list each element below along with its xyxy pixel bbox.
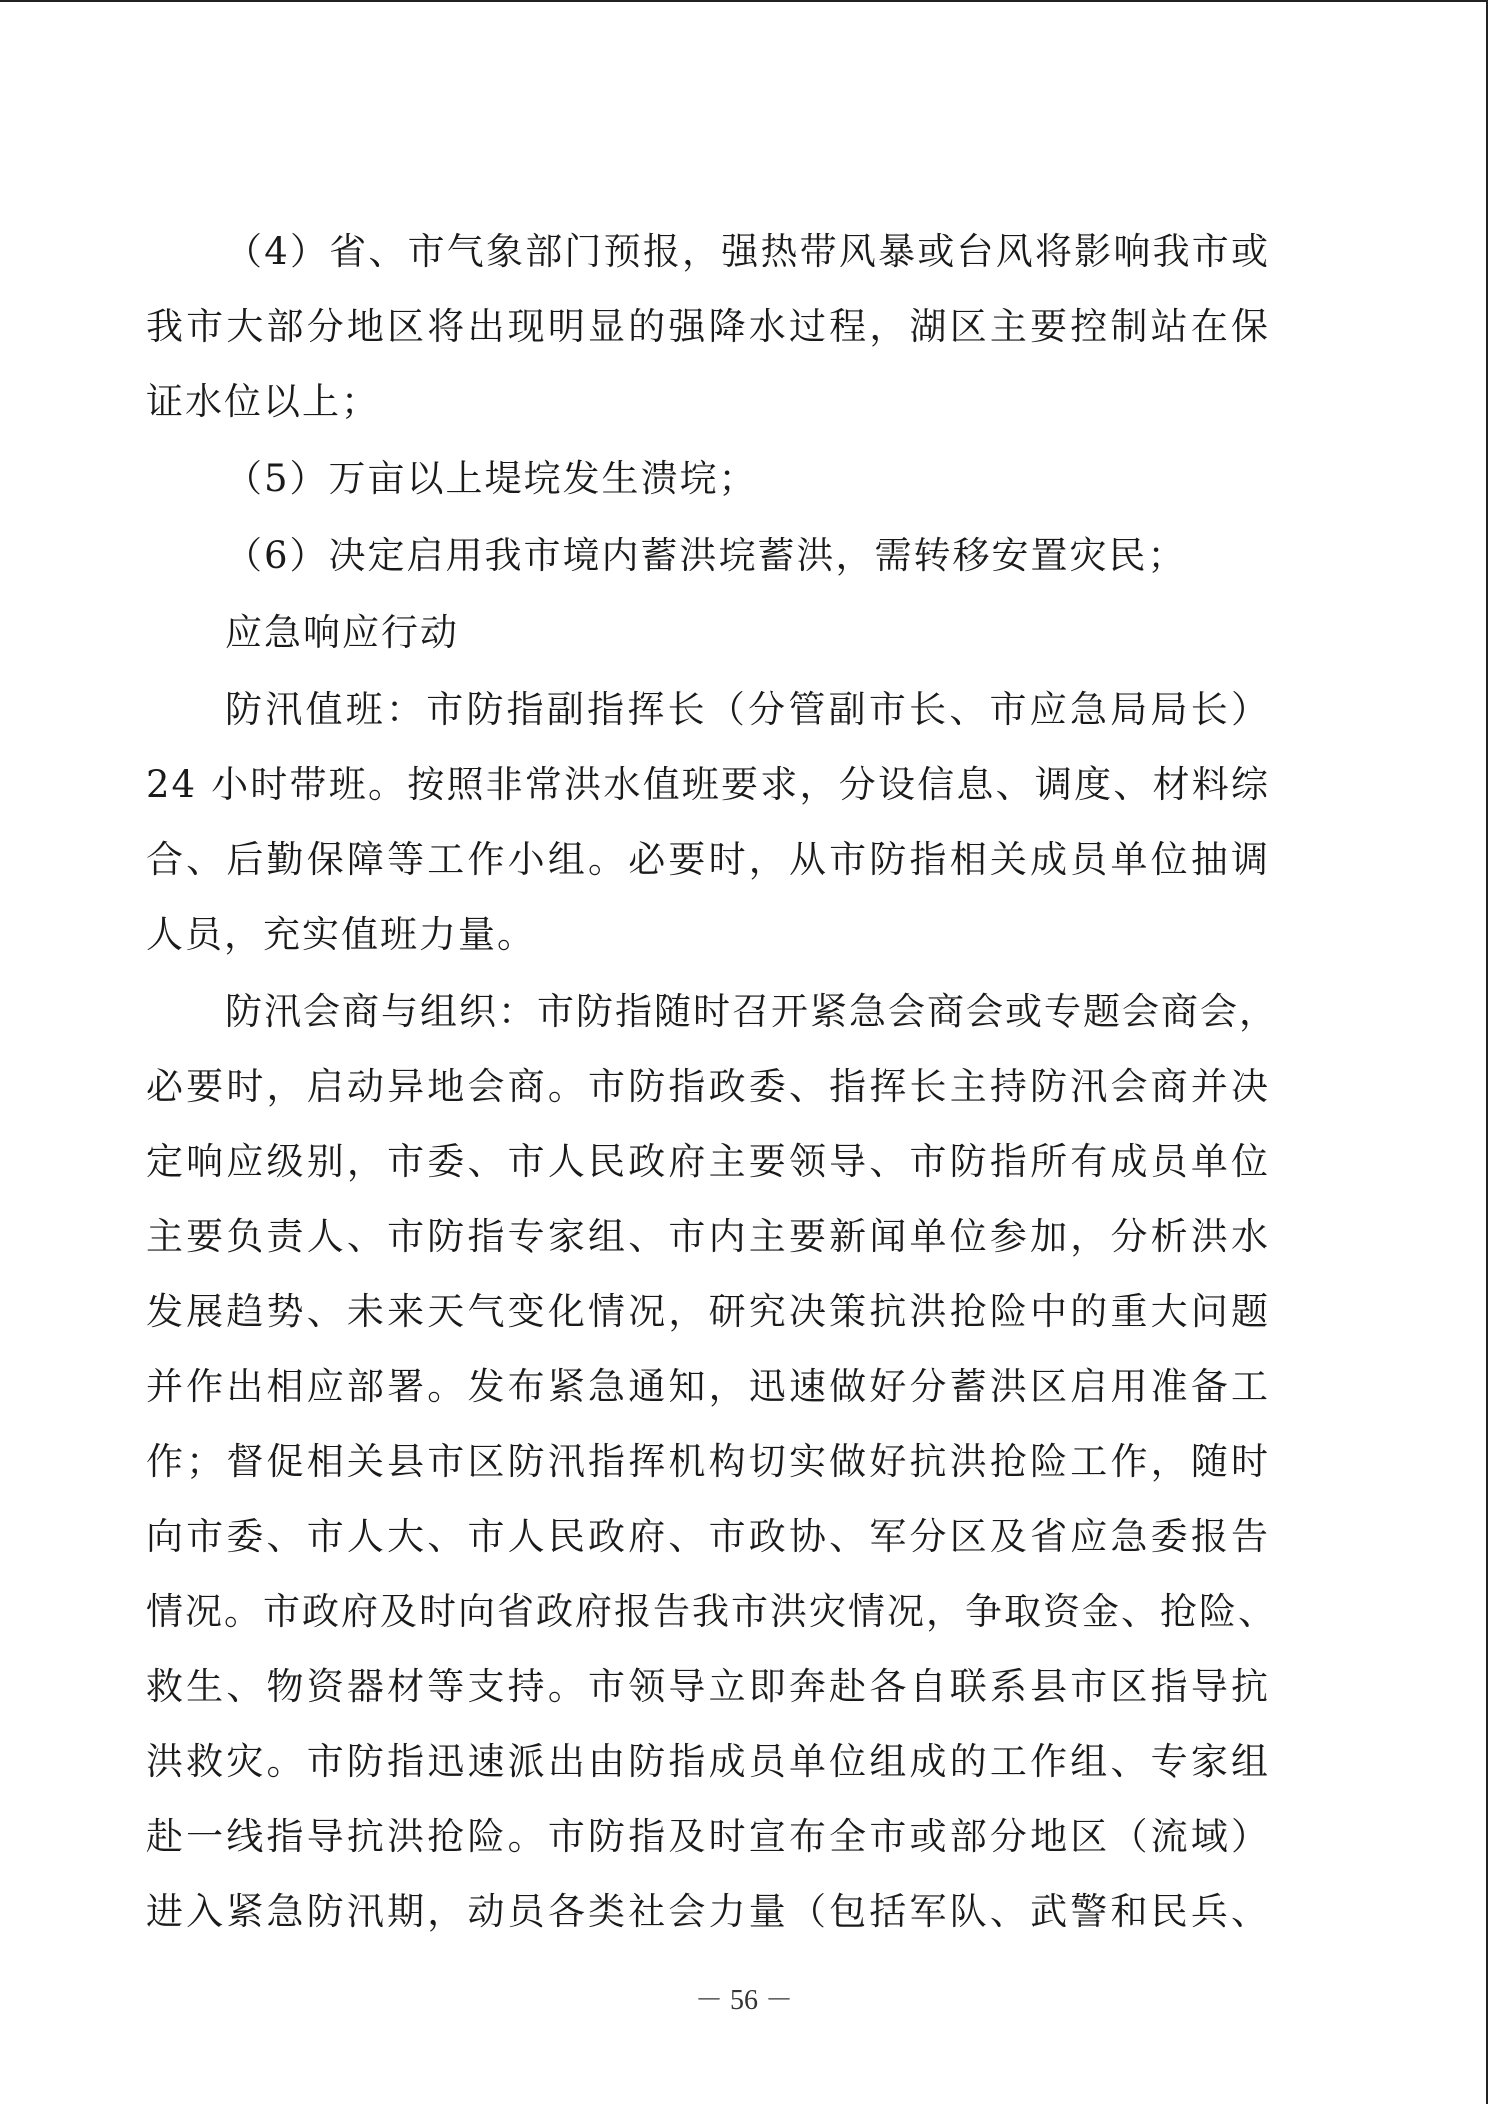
text-line: 作；督促相关县市区防汛指挥机构切实做好抗洪抢险工作，随时	[146, 1440, 1270, 1483]
text-line: 进入紧急防汛期，动员各类社会力量（包括军队、武警和民兵、	[146, 1890, 1270, 1933]
text-line: 证水位以上；	[146, 380, 380, 423]
text-line: 合、后勤保障等工作小组。必要时，从市防指相关成员单位抽调	[146, 838, 1270, 881]
text-line: 我市大部分地区将出现明显的强降水过程，湖区主要控制站在保	[146, 305, 1270, 348]
text-line: 人员，充实值班力量。	[146, 913, 536, 956]
section-heading	[146, 595, 1270, 670]
text-line: 并作出相应部署。发布紧急通知，迅速做好分蓄洪区启用准备工	[146, 1365, 1270, 1408]
text-line: 24 小时带班。按照非常洪水值班要求，分设信息、调度、材料综	[146, 763, 1270, 806]
text-line: 定响应级别，市委、市人民政府主要领导、市防指所有成员单位	[146, 1140, 1270, 1183]
text-line: （4）省、市气象部门预报，强热带风暴或台风将影响我市或	[225, 230, 1270, 273]
text-line: （6）决定启用我市境内蓄洪垸蓄洪，需转移安置灾民；	[225, 534, 1187, 577]
text-line: 防汛值班：市防指副指挥长（分管副市长、市应急局局长）	[225, 688, 1270, 731]
text-line: 发展趋势、未来天气变化情况，研究决策抗洪抢险中的重大问题	[146, 1290, 1270, 1333]
text-line: 必要时，启动异地会商。市防指政委、指挥长主持防汛会商并决	[146, 1065, 1270, 1108]
text-line: 救生、物资器材等支持。市领导立即奔赴各自联系县市区指导抗	[146, 1665, 1270, 1708]
paragraph-consultation	[146, 974, 1278, 1949]
text-line: （5）万亩以上堤垸发生溃垸；	[225, 457, 758, 500]
text-line: 主要负责人、市防指专家组、市内主要新闻单位参加，分析洪水	[146, 1215, 1270, 1258]
paragraph-item-4	[146, 214, 1270, 439]
text-line: 情况。市政府及时向省政府报告我市洪灾情况，争取资金、抢险、	[146, 1590, 1277, 1633]
paragraph-item-6	[146, 518, 1270, 593]
text-line: 向市委、市人大、市人民政府、市政协、军分区及省应急委报告	[146, 1515, 1270, 1558]
text-line: 赴一线指导抗洪抢险。市防指及时宣布全市或部分地区（流域）	[146, 1815, 1270, 1858]
page-number: － 56 －	[694, 1985, 793, 2016]
document-body	[146, 214, 1278, 1951]
page-border-top	[0, 0, 1488, 2]
text-line: 洪救灾。市防指迅速派出由防指成员单位组成的工作组、专家组	[146, 1740, 1270, 1783]
text-line: 应急响应行动	[225, 611, 459, 654]
paragraph-duty	[146, 672, 1270, 972]
text-line: 防汛会商与组织：市防指随时召开紧急会商会或专题会商会，	[225, 990, 1278, 1033]
paragraph-item-5	[146, 441, 1270, 516]
